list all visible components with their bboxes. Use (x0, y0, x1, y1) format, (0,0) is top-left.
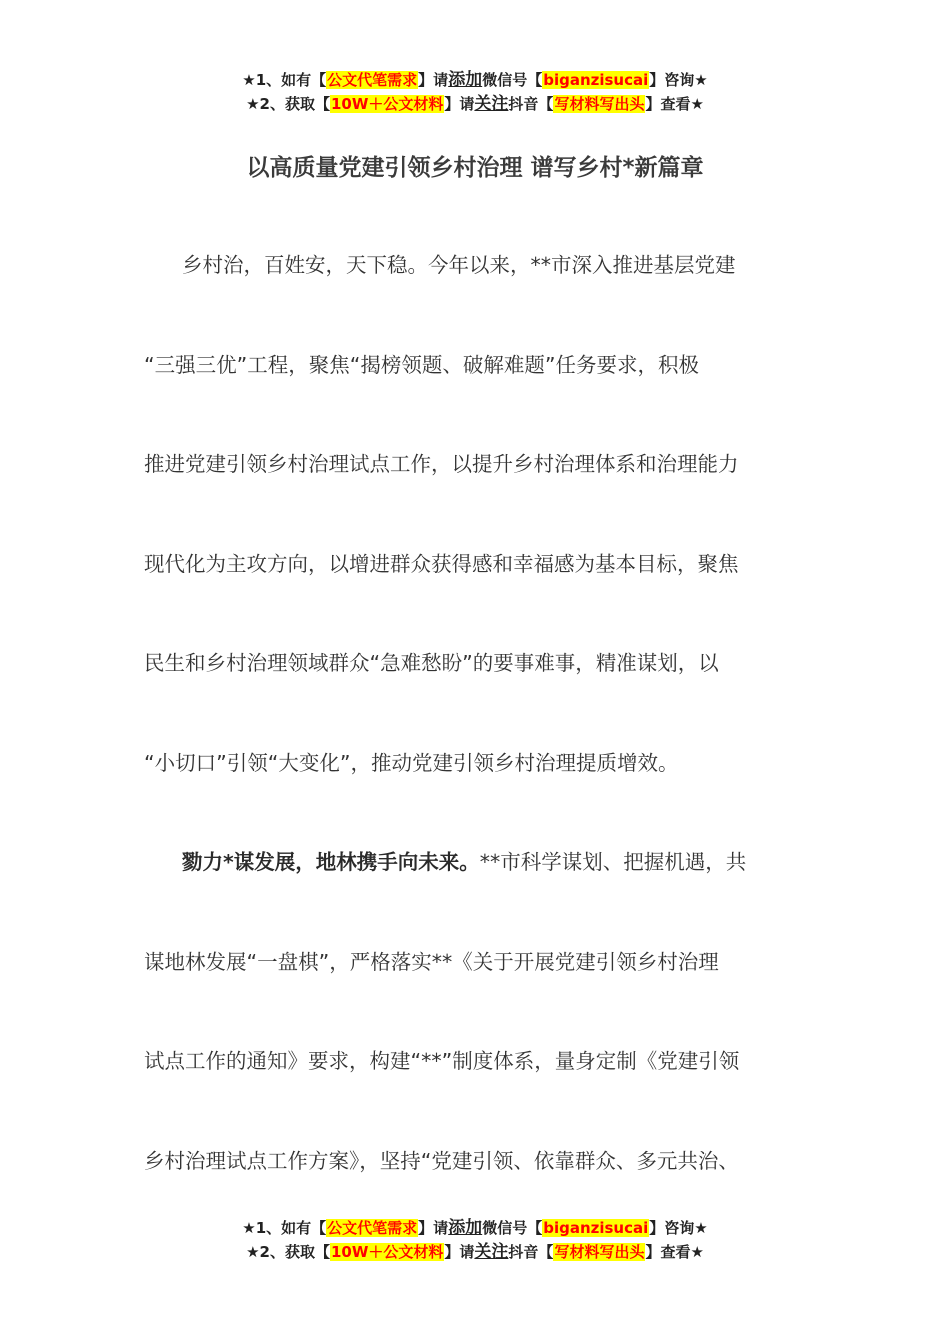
highlight-wechat-id: biganzisucai (543, 71, 649, 89)
highlight-service: 公文代笔需求 (327, 1219, 418, 1237)
header-banner (0, 68, 950, 116)
paragraph-2-first-line: 勠力*谋发展，地林携手向未来。**市科学谋划、把握机遇，共 (182, 850, 747, 874)
banner-line-1: ★1、如有【公文代笔需求】请添加微信号【biganzisucai】咨询★ (242, 70, 708, 90)
banner-line-2: ★2、获取【10W＋公文材料】请关注抖音【写材料写出头】查看★ (246, 1242, 704, 1262)
highlight-service: 公文代笔需求 (327, 71, 418, 89)
banner-line-2: ★2、获取【10W＋公文材料】请关注抖音【写材料写出头】查看★ (246, 94, 704, 114)
paragraph-1-line: “三强三优”工程，聚焦“揭榜领题、破解难题”任务要求，积极 (144, 352, 699, 377)
paragraph-1-line: “小切口”引领“大变化”，推动党建引领乡村治理提质增效。 (144, 750, 679, 775)
paragraph-1-line: 民生和乡村治理领域群众“急难愁盼”的要事难事，精准谋划，以 (144, 651, 719, 675)
paragraph-2-lead: 勠力*谋发展，地林携手向未来。 (182, 850, 480, 874)
highlight-douyin-account: 写材料写出头 (554, 1243, 645, 1261)
paragraph-2-line: 乡村治理试点工作方案》，坚持“党建引领、依靠群众、多元共治、 (144, 1148, 739, 1173)
highlight-materials: 10W＋公文材料 (330, 1243, 444, 1261)
banner-line-1: ★1、如有【公文代笔需求】请添加微信号【biganzisucai】咨询★ (242, 1218, 708, 1238)
paragraph-1-line: 推进党建引领乡村治理试点工作，以提升乡村治理体系和治理能力 (144, 452, 739, 476)
document-body (144, 228, 808, 1223)
paragraph-2-line: 试点工作的通知》要求，构建“**”制度体系，量身定制《党建引领 (144, 1049, 740, 1073)
paragraph-2-line: 谋地林发展“一盘棋”，严格落实**《关于开展党建引领乡村治理 (144, 949, 719, 974)
highlight-materials: 10W＋公文材料 (330, 95, 444, 113)
highlight-douyin-account: 写材料写出头 (554, 95, 645, 113)
paragraph-1-line: 现代化为主攻方向，以增进群众获得感和幸福感为基本目标，聚焦 (144, 551, 739, 576)
footer-banner (0, 1216, 950, 1264)
document-title: 以高质量党建引领乡村治理 谱写乡村*新篇章 (246, 155, 704, 181)
paragraph-1-line: 乡村治，百姓安，天下稳。今年以来，**市深入推进基层党建 (182, 253, 736, 277)
highlight-wechat-id: biganzisucai (543, 1219, 649, 1237)
